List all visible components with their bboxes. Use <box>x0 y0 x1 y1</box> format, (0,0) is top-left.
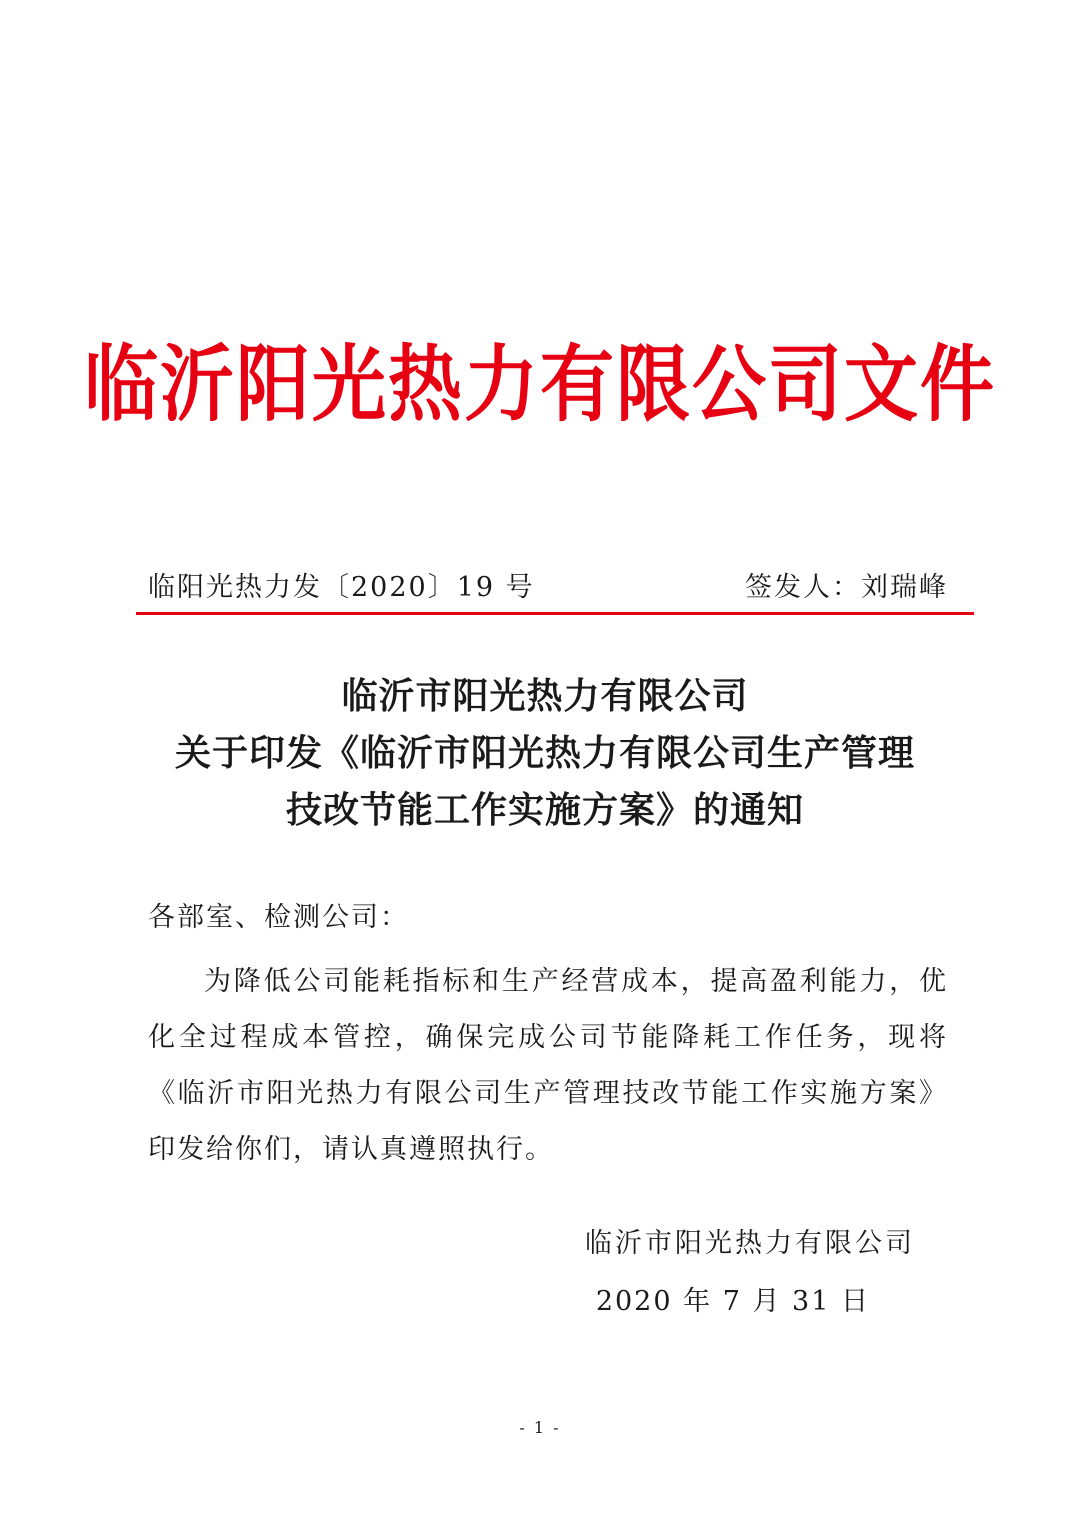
masthead-title: 临沂阳光热力有限公司文件 <box>84 336 996 434</box>
issuer-line: 签发人：刘瑞峰 <box>745 572 948 603</box>
title-line-2: 关于印发《临沂市阳光热力有限公司生产管理 <box>174 732 915 774</box>
document-number: 临阳光热力发〔2020〕19 号 <box>148 572 535 603</box>
signature-date: 2020 年 7 月 31 日 <box>595 1286 870 1317</box>
title-line-3: 技改节能工作实施方案》的通知 <box>285 789 804 831</box>
signature-company: 临沂市阳光热力有限公司 <box>585 1228 915 1259</box>
body-paragraph: 为降低公司能耗指标和生产经营成本，提高盈利能力，优化全过程成本管控，确保完成公司节能降耗工作任务，现将《临沂市阳光热力有限公司生产管理技改节能工作实施方案》印发给你们，请认真遵照执行。 <box>148 966 948 1165</box>
red-divider-line <box>136 612 974 615</box>
salutation: 各部室、检测公司： <box>148 902 409 933</box>
notice-title <box>120 668 970 839</box>
title-line-1: 临沂市阳光热力有限公司 <box>341 675 749 717</box>
page-number: - 1 - <box>519 1418 561 1437</box>
